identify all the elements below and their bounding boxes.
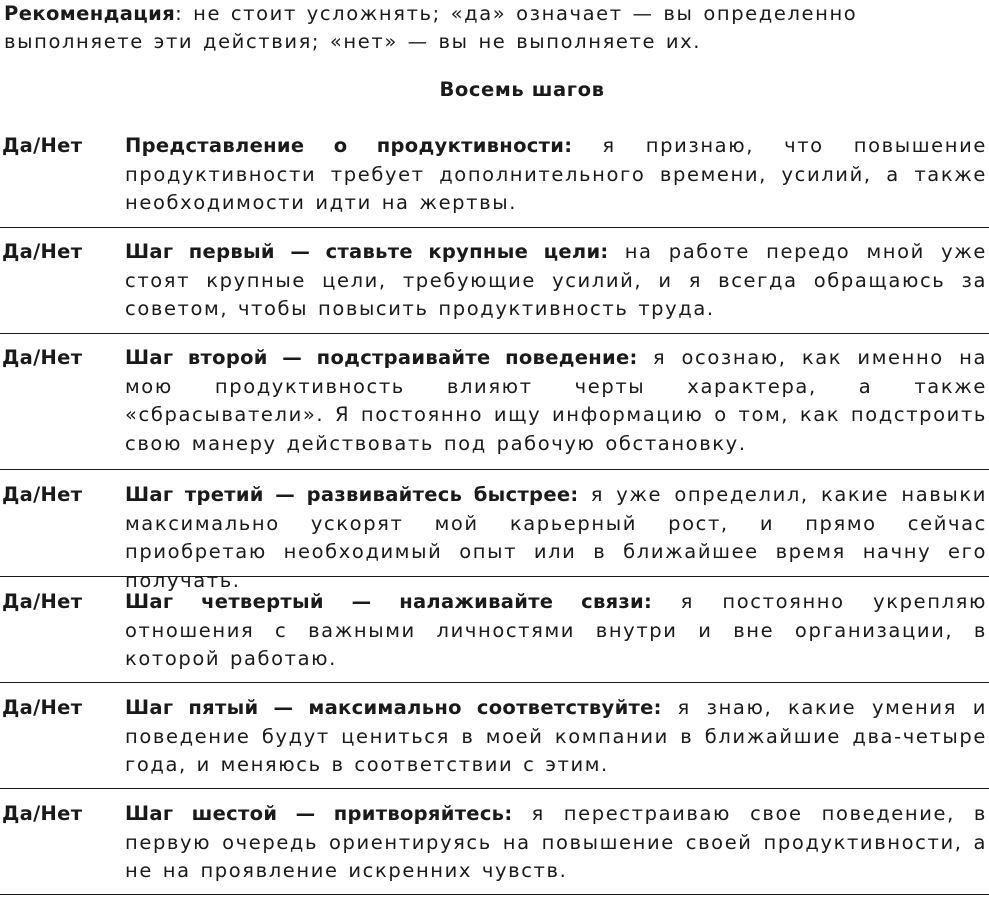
step-title: Шаг первый — ставьте крупные цели: — [125, 240, 609, 263]
recommendation-label: Рекомендация — [4, 2, 176, 25]
step-text — [125, 238, 987, 324]
step-body: я осознаю, как именно на мою продуктивность влияют черты характера, а также «сбрасыватели». Я постоянно ищу информацию о том, как подстроить свою манеру действовать под рабочую обстановку. — [125, 346, 988, 455]
step-title: Шаг второй — подстраивайте поведение: — [125, 346, 638, 369]
step-title: Шаг пятый — максимально соответствуйте: — [125, 696, 662, 719]
yes-no-label: Да/Нет — [2, 240, 83, 263]
step-text — [125, 800, 987, 886]
step-body: я знаю, какие умения и поведение будут цениться в моей компании в ближайшие два-четыре года, и меняюсь в соответствии с этим. — [125, 696, 987, 776]
step-title: Шаг шестой — притворяйтесь: — [125, 802, 513, 825]
step-title: Шаг третий — развивайтесь быстрее: — [125, 483, 579, 506]
step-text — [125, 344, 987, 458]
step-text — [125, 588, 987, 674]
yes-no-label: Да/Нет — [2, 696, 83, 719]
step-body: на работе передо мной уже стоят крупные цели, требующие усилий, и я всегда обращаюсь за советом, чтобы повысить продуктивность труда. — [125, 240, 987, 320]
recommendation-paragraph — [4, 0, 984, 56]
step-body: я уже определил, какие навыки максимально ускорят мой карьерный рост, и прямо сейчас приобретаю необходимый опыт или в ближайшее время начну его получать. — [125, 483, 987, 592]
yes-no-label: Да/Нет — [2, 134, 83, 157]
step-body: я перестраиваю свое поведение, в первую очередь ориентируясь на повышение своей продуктивности, а не на проявление искренних чувств. — [125, 802, 988, 882]
yes-no-label: Да/Нет — [2, 483, 83, 506]
step-body: я признаю, что повышение продуктивности требует дополнительного времени, усилий, а также необходимости идти на жертвы. — [125, 134, 987, 214]
step-title: Представление о продуктивности: — [125, 134, 573, 157]
recommendation-text: : не стоит усложнять; «да» означает — вы определенно выполняете эти действия; «нет» — вы не выполняете их. — [4, 2, 858, 53]
step-text — [125, 132, 987, 218]
step-title: Шаг четвертый — налаживайте связи: — [125, 590, 653, 613]
yes-no-label: Да/Нет — [2, 346, 83, 369]
step-body: я постоянно укрепляю отношения с важными личностями внутри и вне организации, в которой работаю. — [125, 590, 988, 670]
section-title: Восемь шагов — [439, 78, 605, 101]
yes-no-label: Да/Нет — [2, 590, 83, 613]
yes-no-label: Да/Нет — [2, 802, 83, 825]
step-text — [125, 481, 987, 595]
step-text — [125, 694, 987, 780]
